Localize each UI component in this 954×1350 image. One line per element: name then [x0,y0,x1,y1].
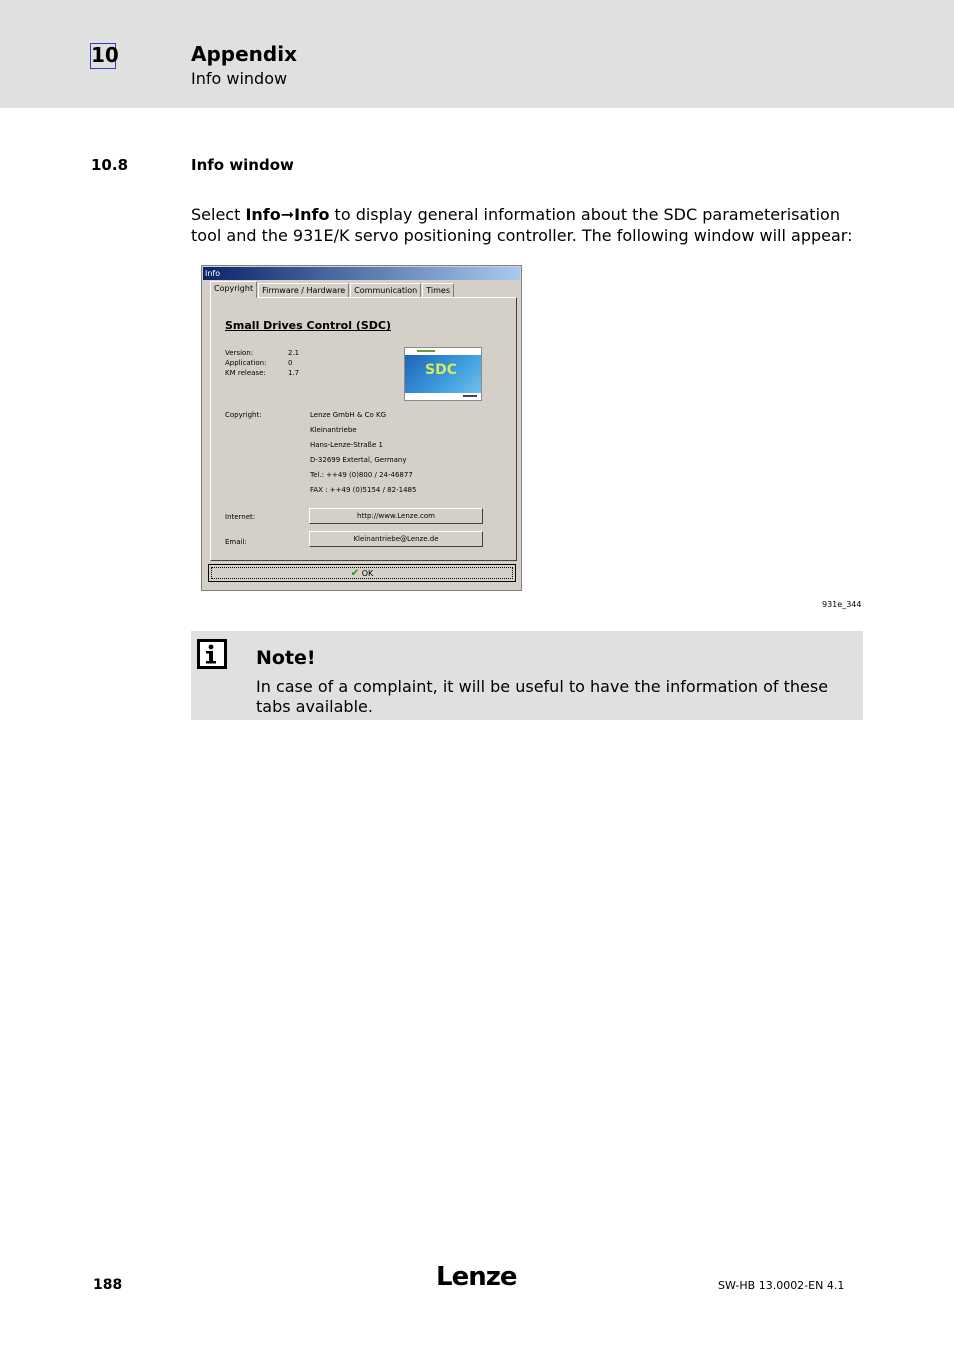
section-number: 10.8 [91,156,129,174]
tab-strip [210,283,455,297]
checkmark-icon: ✔ [350,568,360,579]
info-icon [197,639,227,669]
ok-button[interactable] [208,564,516,582]
internet-label: Internet: [225,513,256,521]
note-box [191,631,863,720]
note-title: Note! [256,647,316,669]
version-value: 2.1 [288,349,300,357]
email-link-button[interactable]: Kleinantriebe@Lenze.de [309,531,483,547]
tab-copyright[interactable]: Copyright [210,281,257,298]
chapter-number[interactable]: 10 [91,43,119,67]
version-label: Version: [225,349,254,357]
address-line: Lenze GmbH & Co KG [310,411,386,419]
section-title: Info window [191,156,294,174]
page-number: 188 [93,1277,123,1293]
copyright-panel [210,297,517,561]
address-line: Tel.: ++49 (0)800 / 24-46877 [310,471,413,479]
km-release-label: KM release: [225,369,266,377]
address-line: D-32699 Extertal, Germany [310,456,407,464]
application-label: Application: [225,359,267,367]
window-titlebar: Info [203,267,520,280]
info-window-screenshot [201,265,522,591]
select-word: Select [191,205,241,224]
body-text: to display general information about the SDC parameterisation tool and the 931E/K servo positioning controller. The following window will appear: [191,205,853,245]
tab-times[interactable]: Times [422,283,454,297]
lenze-logo: Lenze [436,1262,517,1292]
email-label: Email: [225,538,247,546]
menu-path-info: Info [245,205,281,224]
chapter-title: Appendix [191,42,297,66]
tab-firmware-hardware[interactable]: Firmware / Hardware [258,283,349,297]
header-band [0,0,954,108]
copyright-label: Copyright: [225,411,262,419]
chapter-subtitle: Info window [191,69,288,88]
menu-arrow-icon: ➞ [280,205,295,224]
body-paragraph [191,204,871,246]
logo-top-strip [405,348,481,355]
tab-communication[interactable]: Communication [350,283,421,297]
application-value: 0 [288,359,293,367]
address-line: Kleinantriebe [310,426,357,434]
sdc-logo-text: SDC [425,362,457,378]
ok-button-focus [211,567,513,579]
ok-label: OK [361,569,374,578]
menu-path-info-2: Info [294,205,330,224]
km-release-value: 1.7 [288,369,300,377]
internet-link-button[interactable]: http://www.Lenze.com [309,508,483,524]
document-id: SW-HB 13.0002-EN 4.1 [718,1279,845,1292]
product-title: Small Drives Control (SDC) [225,319,391,332]
logo-bottom-strip [405,393,481,400]
note-text: In case of a complaint, it will be useful to have the information of these tabs available. [256,677,829,716]
sdc-logo [404,347,482,401]
address-line: FAX : ++49 (0)5154 / 82-1485 [310,486,417,494]
address-line: Hans-Lenze-Straße 1 [310,441,383,449]
figure-code: 931e_344 [822,600,862,609]
